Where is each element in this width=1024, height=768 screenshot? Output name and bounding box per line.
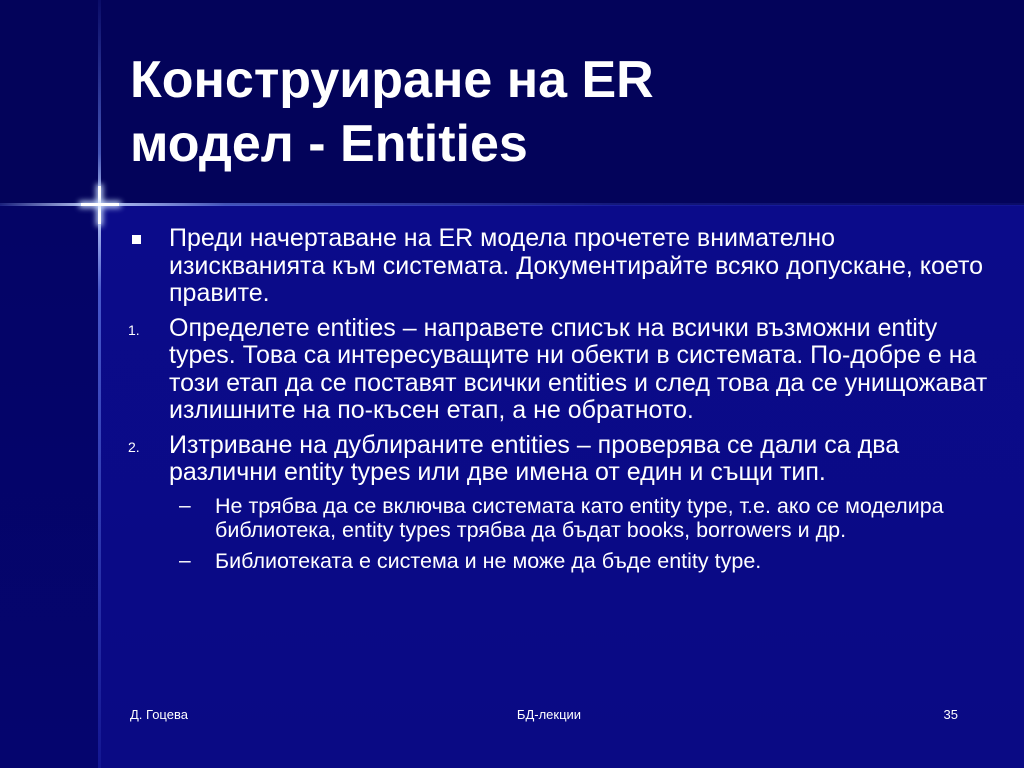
sub-item-text: Библиотеката е система и не може да бъде entity type. [215,548,762,573]
slide-body [128,225,988,580]
bullet-item [128,225,988,308]
footer-course: БД-лекции [516,707,582,722]
sub-list [128,494,988,573]
square-bullet-icon [132,235,141,244]
horizontal-glow-line [0,203,1024,206]
title-line-2: модел - Entities [130,115,528,173]
item-number: 2. [128,438,140,455]
sub-item-text: Не трябва да се включва системата като entity type, т.е. ако се моделира библиотека, entity types трябва да бъдат books, borrowers и др. [215,493,944,542]
dash-marker: – [179,548,191,572]
item-number: 1. [128,321,140,338]
numbered-item [128,315,988,425]
numbered-item [128,432,988,487]
item-text: Определете entities – направете списък на всички възможни entity types. Това са интересуващите ни обекти в системата. По-добре е на този етап да се поставят всички entities и след това да се унищожават излишните на по-късен етап, а не обратното. [169,313,988,424]
footer-author: Д. Гоцева [130,707,188,722]
slide-title [130,48,990,176]
vertical-glow-line [98,0,101,768]
sub-item [169,494,988,542]
bullet-text: Преди начертаване на ER модела прочетете внимателно изискванията към системата. Документирайте всяко допускане, което правите. [169,224,984,307]
slide-number: 35 [943,707,958,722]
dash-marker: – [179,493,191,517]
sub-item [169,549,988,573]
title-line-1: Конструиране на ER [130,51,654,109]
item-text: Изтриване на дублираните entities – проверява се дали са два различни entity types или две имена от един и същи тип. [169,430,900,486]
sparkle-icon [99,204,100,205]
left-band [0,205,98,768]
